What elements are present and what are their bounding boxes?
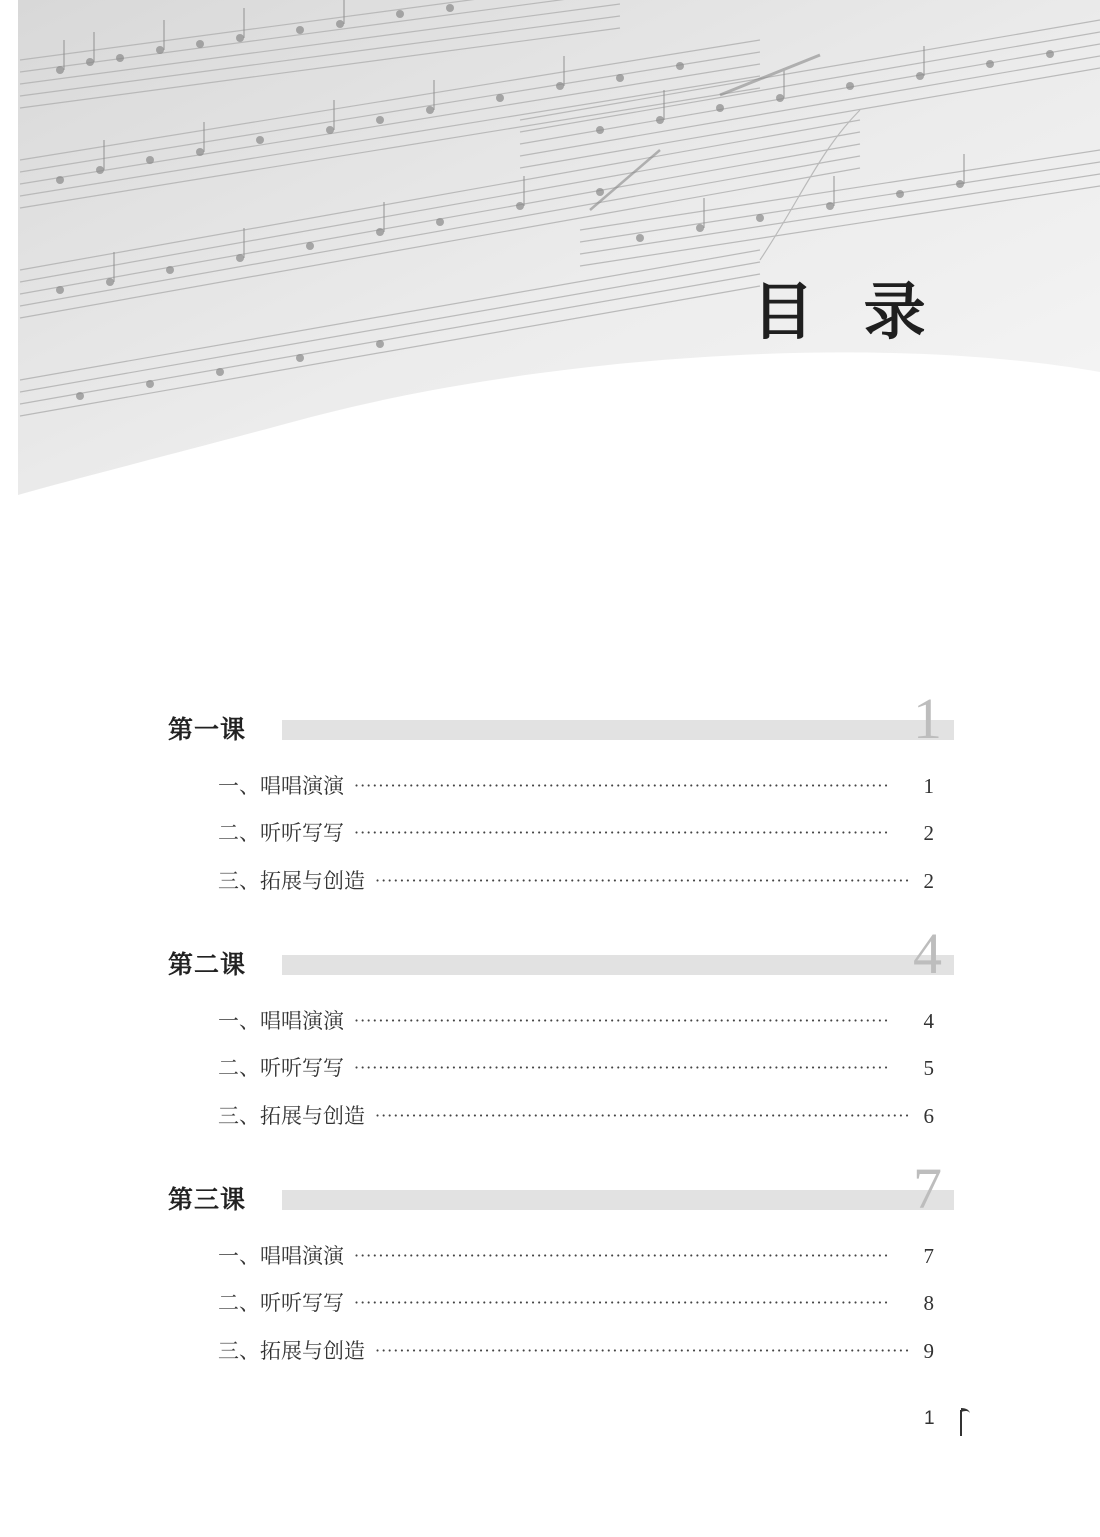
entry-page: 2 bbox=[923, 821, 934, 845]
entry-label: 二、听听写写 bbox=[218, 1291, 344, 1315]
section-bar bbox=[282, 1190, 954, 1210]
toc-entry[interactable] bbox=[218, 865, 934, 897]
leader-dots: ························································································ bbox=[375, 1341, 911, 1360]
section-bar bbox=[282, 720, 954, 740]
entry-page: 8 bbox=[923, 1291, 934, 1315]
sheet-music-banner bbox=[0, 0, 1100, 520]
leader-dots: ························································································ bbox=[354, 1246, 890, 1265]
entry-page: 5 bbox=[923, 1056, 934, 1080]
leader-dots: ························································································ bbox=[375, 871, 911, 890]
entry-label: 三、拓展与创造 bbox=[218, 869, 365, 893]
entry-page: 2 bbox=[923, 869, 934, 893]
entry-page: 9 bbox=[923, 1339, 934, 1363]
entry-label: 一、唱唱演演 bbox=[218, 1244, 344, 1268]
leader-dots: ························································································ bbox=[354, 1011, 890, 1030]
toc-title: 目 录 bbox=[752, 275, 940, 348]
page-number: 1 bbox=[924, 1408, 935, 1429]
toc-entry[interactable] bbox=[218, 1335, 934, 1367]
section-bar bbox=[282, 955, 954, 975]
entry-page: 1 bbox=[923, 774, 934, 798]
section-page-number: 4 bbox=[913, 921, 942, 986]
toc-entry[interactable] bbox=[218, 1287, 934, 1319]
section-title[interactable]: 第三课 bbox=[168, 1185, 247, 1214]
entry-label: 二、听听写写 bbox=[218, 1056, 344, 1080]
toc-entry[interactable] bbox=[218, 1052, 934, 1084]
toc-entry[interactable] bbox=[218, 1005, 934, 1037]
entry-label: 一、唱唱演演 bbox=[218, 1009, 344, 1033]
entry-page: 4 bbox=[923, 1009, 934, 1033]
leader-dots: ························································································ bbox=[354, 1293, 890, 1312]
entry-label: 一、唱唱演演 bbox=[218, 774, 344, 798]
toc-entry[interactable] bbox=[218, 1240, 934, 1272]
section-header bbox=[0, 921, 1100, 995]
section-title[interactable]: 第二课 bbox=[168, 950, 247, 979]
section-header bbox=[0, 1156, 1100, 1230]
section-title[interactable]: 第一课 bbox=[168, 715, 247, 744]
toc-entry[interactable] bbox=[218, 770, 934, 802]
sheet-music-background bbox=[0, 0, 1100, 520]
toc-entry[interactable] bbox=[218, 1100, 934, 1132]
toc-entry[interactable] bbox=[218, 817, 934, 849]
section-header bbox=[0, 686, 1100, 760]
entry-label: 三、拓展与创造 bbox=[218, 1104, 365, 1128]
leader-dots: ························································································ bbox=[375, 1106, 911, 1125]
section-page-number: 7 bbox=[913, 1156, 942, 1221]
entry-label: 三、拓展与创造 bbox=[218, 1339, 365, 1363]
leader-dots: ························································································ bbox=[354, 1058, 890, 1077]
entry-page: 6 bbox=[923, 1104, 934, 1128]
entry-label: 二、听听写写 bbox=[218, 821, 344, 845]
music-note-icon bbox=[958, 1404, 974, 1442]
section-page-number: 1 bbox=[913, 686, 942, 751]
leader-dots: ························································································ bbox=[354, 776, 890, 795]
entry-page: 7 bbox=[923, 1244, 934, 1268]
leader-dots: ························································································ bbox=[354, 823, 890, 842]
